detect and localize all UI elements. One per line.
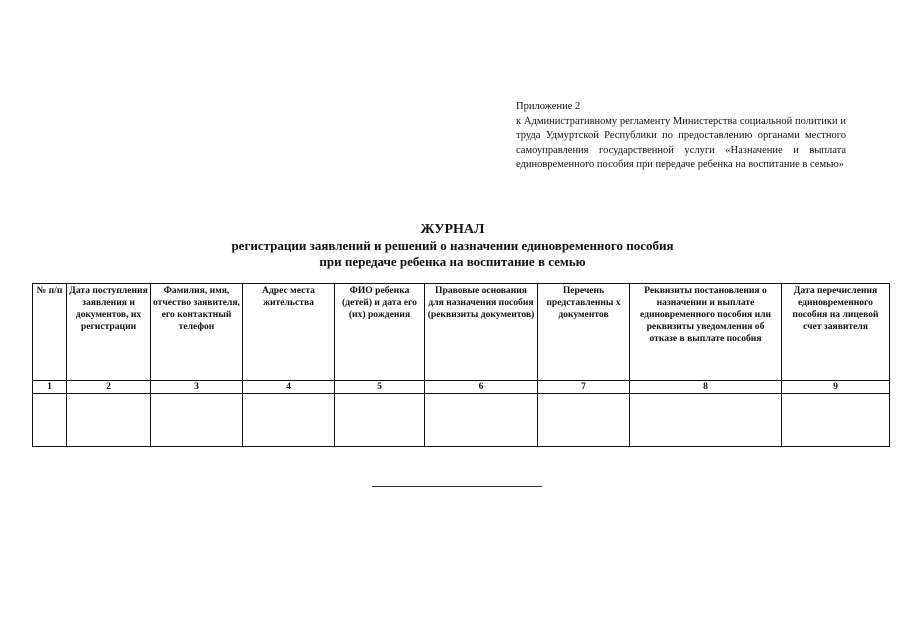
column-number: 4 [243, 381, 335, 394]
journal-title-block [120, 222, 785, 270]
column-number: 6 [425, 381, 538, 394]
column-header: Правовые основания для назначения пособия (реквизиты документов) [425, 284, 538, 381]
appendix-title: Приложение 2 [516, 101, 581, 112]
column-number-row [33, 381, 890, 394]
column-header: Перечень представленны х документов [538, 284, 630, 381]
column-number: 9 [782, 381, 890, 394]
column-header: Адрес места жительства [243, 284, 335, 381]
table-cell [151, 394, 243, 447]
appendix-text: к Административному регламенту Министерства социальной политики и труда Удмуртской Республики по предоставлению органами местного самоуправления государственной услуги «Назначение и выплата единовременного пособия при передаче ребенка на воспитание в семью» [516, 115, 846, 170]
table-cell [538, 394, 630, 447]
table-cell [630, 394, 782, 447]
column-number: 8 [630, 381, 782, 394]
table-cell [243, 394, 335, 447]
table-cell [782, 394, 890, 447]
table-cell [425, 394, 538, 447]
column-number: 1 [33, 381, 67, 394]
table-cell [67, 394, 151, 447]
separator-line [372, 486, 542, 487]
table-header-row [33, 284, 890, 381]
column-header: Дата перечисления единовременного пособия на лицевой счет заявителя [782, 284, 890, 381]
column-number: 2 [67, 381, 151, 394]
journal-subtitle-line2: при передаче ребенка на воспитание в семью [319, 254, 586, 269]
journal-table [32, 283, 890, 447]
column-header: № п/п [33, 284, 67, 381]
column-header: ФИО ребенка (детей) и дата его (их) рождения [335, 284, 425, 381]
table-cell [335, 394, 425, 447]
column-number: 7 [538, 381, 630, 394]
column-header: Дата поступления заявления и документов, их регистрации [67, 284, 151, 381]
appendix-block [516, 100, 846, 173]
journal-subtitle-line1: регистрации заявлений и решений о назначении единовременного пособия [231, 238, 674, 253]
column-number: 3 [151, 381, 243, 394]
column-header: Фамилия, имя, отчество заявителя, его контактный телефон [151, 284, 243, 381]
column-number: 5 [335, 381, 425, 394]
table-cell [33, 394, 67, 447]
journal-title: ЖУРНАЛ [420, 222, 485, 237]
table-row [33, 394, 890, 447]
column-header: Реквизиты постановления о назначении и выплате единовременного пособия или реквизиты уведомления об отказе в выплате пособия [630, 284, 782, 381]
